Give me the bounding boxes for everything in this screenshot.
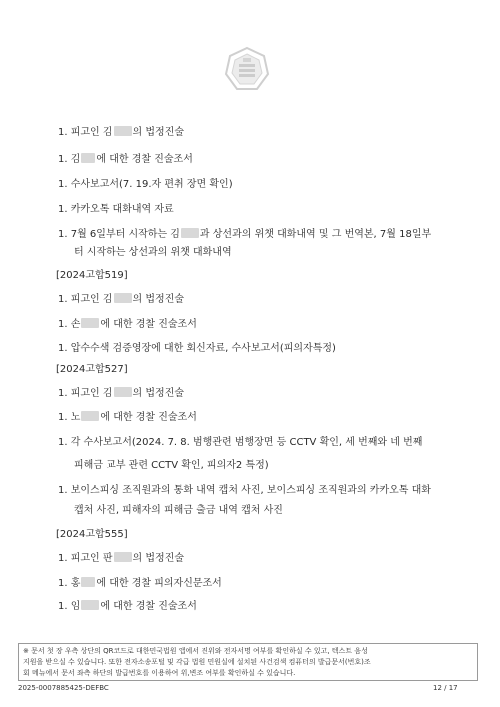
evidence-text: 에 대한 경찰 진술조서 (100, 412, 197, 423)
evidence-line-continued (74, 459, 269, 472)
evidence-line (58, 411, 197, 424)
evidence-text: 1. 김 (58, 154, 81, 165)
evidence-text: 1. 홍 (58, 578, 81, 589)
evidence-text: 의 법정진술 (132, 294, 185, 305)
redaction-mark (114, 293, 132, 303)
redaction-mark (81, 577, 95, 587)
evidence-text: 1. 카카오톡 대화내역 자료 (58, 204, 174, 215)
evidence-line (58, 153, 193, 166)
issue-number: 2025-0007885425-DEFBC (18, 684, 109, 692)
redaction-mark (181, 228, 199, 238)
evidence-line-continued (74, 246, 232, 259)
evidence-line (58, 293, 184, 306)
evidence-text: 의 법정진술 (132, 553, 185, 564)
notice-line: 지원을 받으실 수 있습니다. 또한 전자소송포털 및 각급 법원 민원실에 설치된 사건검색 컴퓨터의 발급문서(번호)조 (23, 658, 371, 666)
evidence-text: 에 대한 경찰 진술조서 (100, 319, 197, 330)
case-number-heading: [2024고합527] (56, 364, 128, 375)
evidence-text: 1. 보이스피싱 조직원과의 통화 내역 캡처 사진, 보이스피싱 조직원과의 카카오톡 대화 (58, 485, 431, 496)
redaction-mark (81, 318, 99, 328)
evidence-line (58, 318, 197, 331)
evidence-text: 1. 노 (58, 412, 81, 423)
evidence-text: 에 대한 경찰 진술조서 (96, 154, 193, 165)
evidence-text: 피해금 교부 관련 CCTV 확인, 피의자2 특정) (74, 460, 269, 471)
evidence-line (58, 600, 197, 613)
evidence-line (58, 203, 174, 216)
redaction-mark (114, 387, 132, 397)
evidence-text: 1. 각 수사보고서(2024. 7. 8. 범행관련 범행장면 등 CCTV 확인, 세 번째와 네 번째 (58, 437, 423, 448)
evidence-line (58, 178, 233, 191)
evidence-text: 1. 압수수색 검증영장에 대한 회신자료, 수사보고서(피의자특정) (58, 343, 336, 354)
evidence-line (58, 387, 184, 400)
evidence-text: 1. 임 (58, 601, 81, 612)
evidence-text: 의 법정진술 (132, 388, 185, 399)
redaction-mark (114, 126, 132, 136)
evidence-text: 과 상선과의 위챗 대화내역 및 그 번역본, 7월 18일부 (199, 229, 432, 240)
redaction-mark (114, 552, 132, 562)
court-emblem-icon (224, 46, 270, 92)
evidence-line-continued (74, 504, 283, 517)
evidence-text: 1. 손 (58, 319, 81, 330)
evidence-line (58, 436, 422, 449)
evidence-text: 의 법정진술 (132, 127, 185, 138)
evidence-text: 에 대한 경찰 진술조서 (100, 601, 197, 612)
notice-line: ※ 문서 첫 장 우측 상단의 QR코드로 대한민국법원 앱에서 진위와 전자서명 여부를 확인하실 수 있고, 텍스트 음성 (23, 647, 368, 655)
evidence-text: 1. 피고인 판 (58, 553, 113, 564)
evidence-line (58, 484, 431, 497)
evidence-text: 1. 피고인 김 (58, 388, 113, 399)
page-number: 12 / 17 (433, 684, 458, 692)
verification-notice-box (18, 643, 478, 681)
case-number-heading: [2024고합519] (56, 270, 128, 281)
evidence-line (58, 126, 184, 139)
evidence-text: 에 대한 경찰 피의자신문조서 (96, 578, 222, 589)
redaction-mark (81, 411, 99, 421)
evidence-line (58, 342, 336, 355)
evidence-text: 1. 수사보고서(7. 19.자 편취 장면 확인) (58, 179, 233, 190)
evidence-line (58, 228, 431, 241)
evidence-text: 1. 7월 6일부터 시작하는 김 (58, 229, 180, 240)
evidence-text: 1. 피고인 김 (58, 294, 113, 305)
case-number-heading: [2024고합555] (56, 529, 128, 540)
redaction-mark (81, 153, 95, 163)
evidence-text: 1. 피고인 김 (58, 127, 113, 138)
redaction-mark (81, 600, 99, 610)
notice-line: 회 메뉴에서 문서 좌측 하단의 발급번호를 이용하여 위,변조 여부를 확인하실 수 있습니다. (23, 669, 296, 677)
evidence-line (58, 577, 222, 590)
evidence-line (58, 552, 184, 565)
evidence-text: 터 시작하는 상선과의 위챗 대화내역 (74, 247, 232, 258)
evidence-text: 캡처 사진, 피해자의 피해금 출금 내역 캡처 사진 (74, 505, 283, 516)
